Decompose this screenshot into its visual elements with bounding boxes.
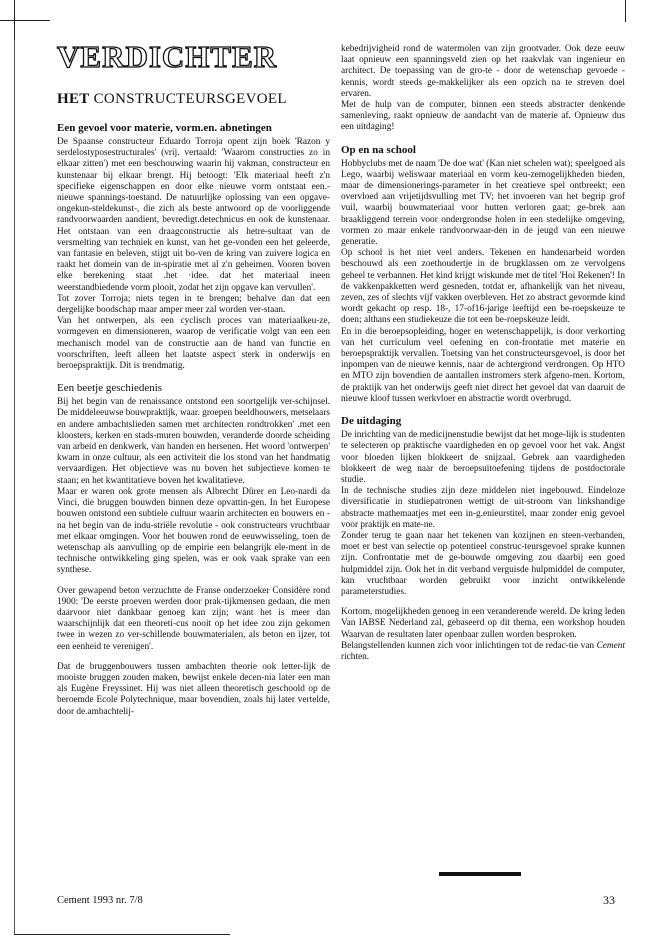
paragraph: kebedrijvigheid rond de watermolen van zijn grootvader. Ook deze eeuw laat opnieuw een spanningsveld zien op het raakvlak van ingenieur en architect. De toepassing van de gro-te - door de wetenschap gevoede - kennis, wordt steeds ge-makkelijker als een opzich na te streven doel ervaren. — [341, 44, 625, 99]
magazine-name: Cement — [596, 640, 625, 651]
crop-mark-bottom-left — [14, 934, 230, 935]
contact-text-end: richten. — [341, 651, 370, 662]
end-divider — [439, 872, 521, 876]
paragraph-contact — [341, 641, 625, 663]
subtitle-rest: CONSTRUCTEURSGEVOEL — [89, 91, 287, 107]
contact-text: Belangstellenden kunnen zich voor inlichtingen tot de redac-tie van — [341, 640, 597, 651]
article-title: VERDICHTER — [57, 39, 278, 74]
subtitle-bold: HET — [57, 91, 90, 107]
paragraph: Zonder terug te gaan naar het tekenen van kozijnen en steen-verbanden, moet er best van selectie op potentieel construc-teursgevoel sprake kunnen zijn. Confrontatie met de ge-bouwde omgeving zou daarbij een goed hulpmiddel zijn. Ook het in dit verband verguisde hulpmiddel de computer, kan vruchtbaar worden gebruikt voor inzicht ontwikkelende parameterstudies. — [341, 530, 625, 597]
section-heading-geschiedenis: Een beetje geschiedenis — [57, 382, 163, 395]
paragraph: Dat de bruggenbouwers tussen ambachten theorie ook letter-lijk de mooiste bruggen zouden maken, bewijst enkele decen-nia later een man als Eugène Freyssinet. Hij was niet alleen theoretisch geschoold op de beroemde Ecole Polytechnique, maar bovendien, zoals hij later vertelde, door de.ambachtelij- — [57, 661, 330, 717]
footer-publication: Cement 1993 nr. 7/8 — [57, 895, 143, 906]
article-subtitle — [57, 90, 330, 108]
section-heading-gevoel: Een gevoel voor materie, vorm.en. abnetingen — [57, 122, 272, 134]
page-number: 33 — [603, 893, 615, 907]
paragraph: Over gewapend beton verzuchtte de Franse onderzoeker Considère rond 1900: 'De eerste proeven werden door prak-tijkmensen gedaan, die men daarvoor niet dankbaar genoeg kan zijn; want het is meer dan waarschijnlijk dat een theoreti-cus nooit op het idee zou zijn gekomen twee in wezen zo ver-schillende bouwmaterialen, als beton en ijzer, tot een eenheid te verenigen'. — [57, 585, 330, 652]
paragraph: De Spaanse constructeur Eduardo Torroja opent zijn boek 'Razon y serdelostyposestructurales' (vrij. vertaald: 'Waarom constructies zo in elkaar zitten') met een beschouwing waarin hij vakman, constructeur en kunstenaar bij elkaar brengt. Hij betoogt: 'Elk materiaal heeft z'n specifieke eigenschappen en door elke nieuwe vorm ontstaat een.- nieuwe spannings-toestand. De natuurlijke oplossing van een opgave-ongekun-steldekunst-, die zich als beste antwoord op de voorliggende randvoorwaarden aandient, bevredigt.detechnicus en ook de kunstenaar. Het ontstaan van een draagconstructie als hetre-sultaat van de versmelting van techniek en kunst, van het ge-vonden een het geleerde, van fantasie en beleven, stijgt uit bo-ven de kring van zuivere logica en raakt het domein van de in-spiratie met al z'n geheimen. Vooren boven elke berekening staat .het ·idee. dat het materiaal ineen weerstandbiedende vorm plooit, zodat het zijn opgave kan vervullen'. — [57, 137, 330, 293]
paragraph: Bij het begin van de renaissance ontstond een soortgelijk ver-schijnsel. De middeleeuwse bouwpraktijk, waar. groepen beeldhouwers, metselaars en andere ambachtslieden samen met architecten rondtrokken' .met een kloosters, kerken en stads-muren bouwden, veranderde doorde scheiding van arbeid en denkwerk, van handen en hersenen. Het woord 'ontwerpen' kwam in onze cultuur, als een activiteit die los stond van het handmatig vervaardigen. Het objectieve was nu boven het subjectieve komen te staan; en het kwantitatieve boven het kwalitatieve. — [57, 397, 330, 486]
left-column — [57, 40, 330, 718]
paragraph: Op school is het niet veel anders. Tekenen en handenarbeid worden beschouwd als een zoethoudertje in de brugklassen om ze vervolgens geheel te verbannen. Het kind krijgt wiskunde met de titel 'Hoi Rekenen'! In de vakkenpakketten werd gesneden, totdat er, afhankelijk van het niveau, zeven, zes of slechts vijf vakken overbleven. Het zo abstract gevormde kind wordt gekacht op resp. 18-, 17-of16-jarige leeftijd een be-roepskeuze te doen; althans een studiekeuze die tot een be-roepskeuze leidt. — [341, 248, 625, 326]
right-column — [341, 44, 625, 663]
paragraph: Met de hulp van de computer, binnen een steeds abstracter denkende samenleving, raakt opnieuw de aandacht van de materie af. Opnieuw dus een uitdaging! — [341, 100, 625, 133]
paragraph: En in die beroepsopleiding, hoger en wetenschappelijk, is door verkorting van het curriculum veel oefening en con-frontatie met materie en beroepspraktijk vervallen. Toetsing van het constructeursgevoel, is door het inpompen van de nieuwe kennis, naar de achtergrond verdrongen. Op HTO en MTO zijn bovendien de aantallen instromers sterk afgeno-men. Kortom, de praktijk van het onderwijs geeft niet direct het gevoel dat van daaruit de nieuwe kloof tussen werkvloer en abstractie wordt overbrugd. — [341, 326, 625, 404]
crop-mark-top-right — [625, 0, 626, 22]
paragraph: Tot zover Torroja; niets tegen in te brengen; behalve dan dat een dergelijke boodschap maar amper meer zal worden ver-staan. — [57, 293, 330, 316]
paragraph: De inrichting van de medicijnenstudie bewijst dat het moge-lijk is studenten te selecteren op praktische vaardigheden en op gevoel voor het vak. Angst voor bloeden lijken blokkeert de snijzaal. Gebrek aan vaardigheden blokkeert de weg naar de beroepsuitoefening tijdens de postdoctorale studie. — [341, 430, 625, 485]
section-heading-uitdaging: De uitdaging — [341, 415, 402, 428]
paragraph: In de technische studies zijn deze middelen niet ingebouwd. Eindeloze diversificatie in studiepatronen wettigt de uit-stroom van linkshandige abstracte mathemaatjes met een in-g.enieurstitel, maar zonder enig gevoel voor praktijk en mate-ne. — [341, 486, 625, 530]
paragraph: Kortom, mogelijkheden genoeg in een veranderende wereld. De kring leden Van IABSE Nederland zal, gebaseerd op dit thema, een workshop houden Waarvan de resultaten later openbaar zullen worden besproken. — [341, 607, 625, 640]
crop-mark-left-vertical — [14, 40, 15, 935]
section-heading-school: Op en na school — [341, 143, 416, 156]
paragraph: Van het ontwerpen, als een cyclisch proces van materiaalkeu-ze, vormgeven en dimensioneren, waarop de verificatie volgt van een een mechanisch model van de constructie aan de hand van functie en voorschriften, leeft alleen het laatste aspect sterk in onderwijs en beroepspraktijk. Dit is trendmatig. — [57, 316, 330, 372]
paragraph: Hobbyclubs met de naam 'De doe wat' (Kan niet schelen wat); speelgoed als Lego, waarbij weliswaar materiaal en vorm keu-zemogelijkheden bieden, maar de dimensionerings-parameter in het creatieve spel ontbreekt; een overvloed aan vrijetijdsvulling met TV; het invoeren van het begrip grof vuil, waarbij bouwmateriaal voor hutten verloren gaat; ge-brek aan braakliggend terrein voor ondergrondse holen in een stedelijke omgeving, vormen zo maar enkele randvoorwaar-den in de jeugd van een nieuwe generatie. — [341, 158, 625, 248]
crop-mark-top-left-horizontal — [0, 20, 50, 21]
paragraph: Maar er waren ook grote mensen als Albrecht Dûrer en Leo-nardi da Vinci, die bruggen bouwden binnen deze opvattin-gen. In het Europese bouwen ontstond een subtiele cultuur waarin architecten en bouwers en - na het begin van de indu-striële revolutie - ook constructeurs vruchtbaar met elkaar omgingen. Voor het bouwen rond de eeuwwisseling, toen de wetenschap als aanvulling op de empirie een belangrijk ele-ment in de technische ontwikkeling ging spelen, was er ook vaak sprake van een synthese. — [57, 486, 330, 576]
